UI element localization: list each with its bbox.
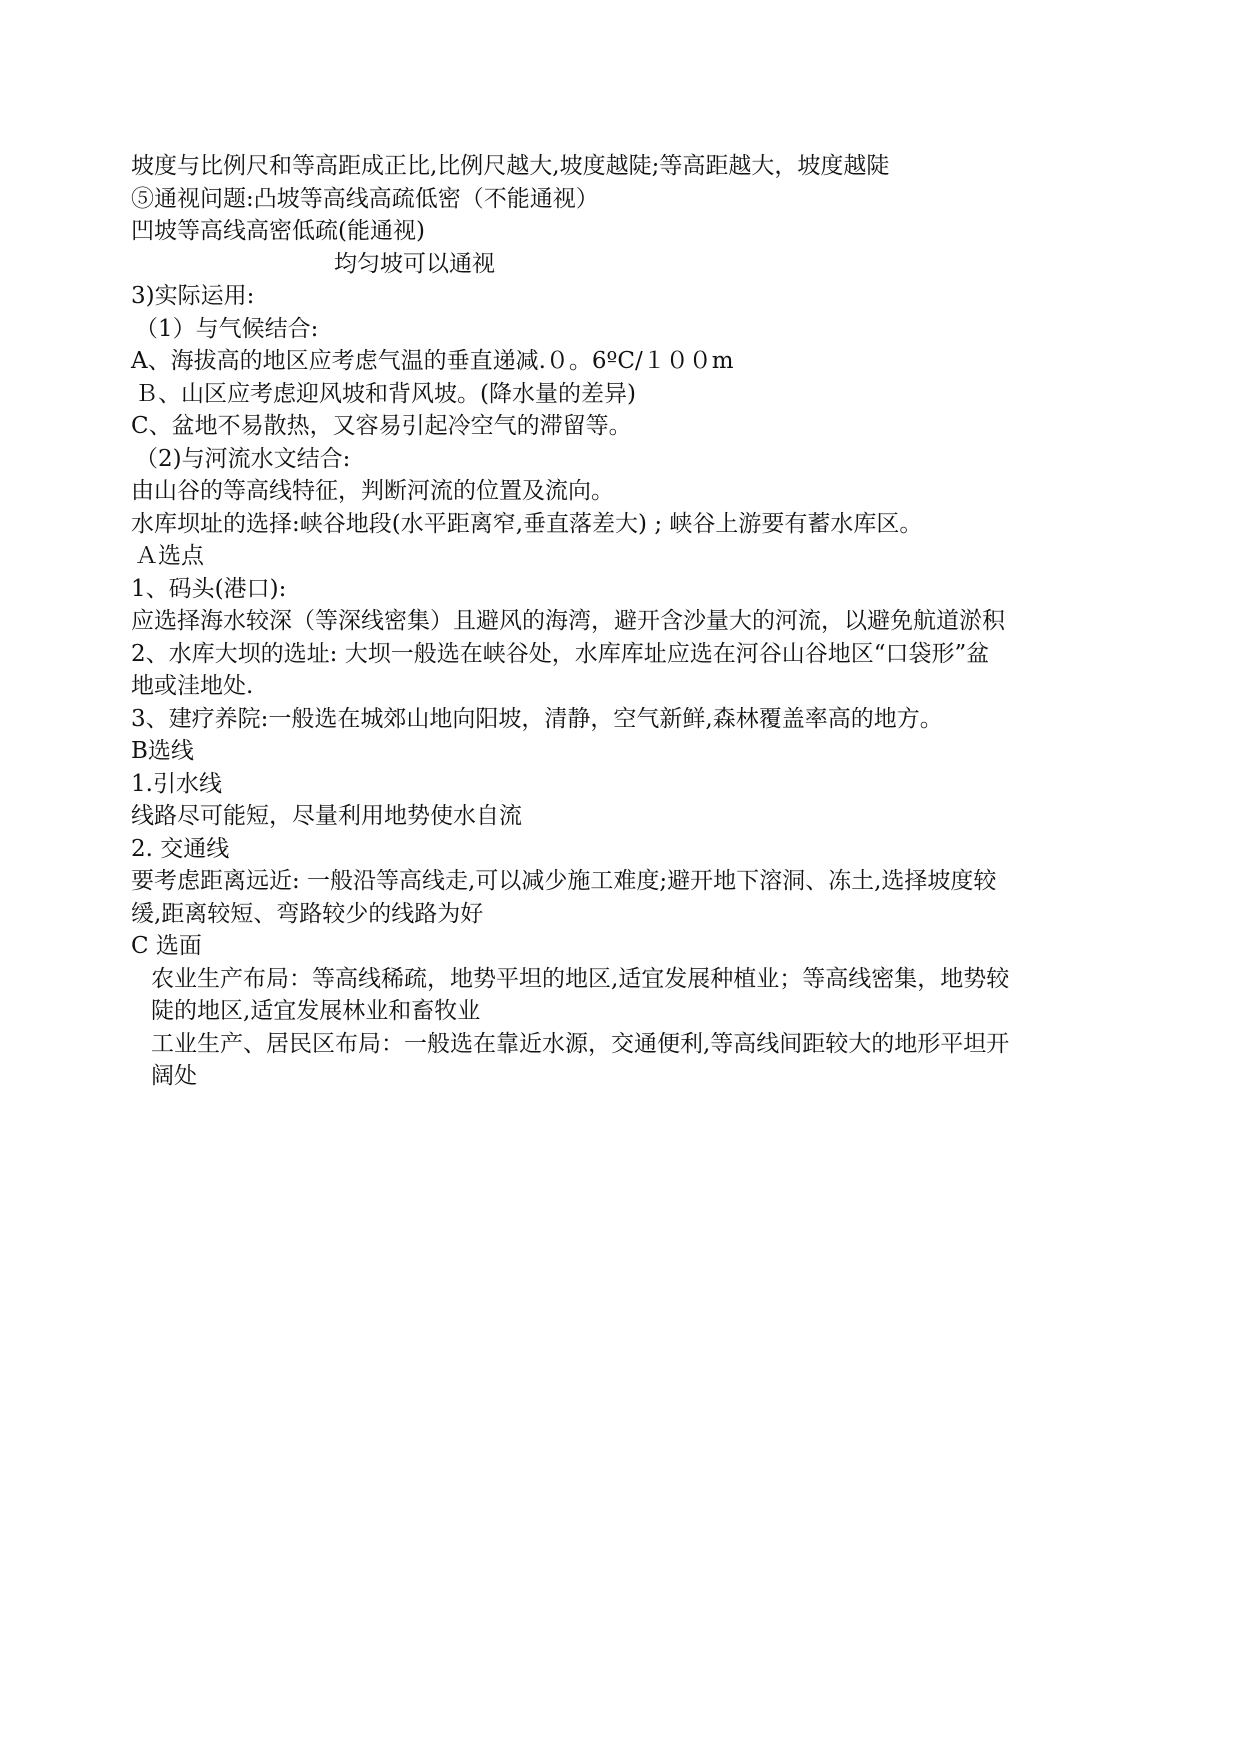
text-line: A、海拔高的地区应考虑气温的垂直递减.０。6ºC/１００m — [131, 348, 734, 374]
text-line: 工业生产、居民区布局：一般选在靠近水源，交通便利,等高线间距较大的地形平坦开 — [151, 1030, 1010, 1057]
text-line: 3、建疗养院:一般选在城郊山地向阳坡，清静，空气新鲜,森林覆盖率高的地方。 — [131, 705, 943, 732]
text-line: 地或洼地处. — [131, 673, 254, 699]
text-line: 1.引水线 — [131, 770, 222, 797]
text-line: 农业生产布局：等高线稀疏，地势平坦的地区,适宜发展种植业；等高线密集，地势较 — [151, 965, 1010, 992]
text-line: Ｂ、山区应考虑迎风坡和背风坡。(降水量的差异) — [135, 380, 636, 407]
subsection-heading: C 选面 — [131, 933, 202, 959]
document-body — [131, 150, 1111, 1093]
text-line: 2. 交通线 — [131, 835, 230, 862]
text-line: ⑤通视问题:凸坡等高线高疏低密（不能通视） — [131, 185, 599, 212]
text-line: 要考虑距离远近: 一般沿等高线走,可以减少施工难度;避开地下溶洞、冻土,选择坡度较 — [131, 868, 997, 894]
text-line: 1、码头(港口): — [131, 575, 287, 602]
text-line: 缓,距离较短、弯路较少的线路为好 — [131, 900, 484, 927]
text-line: 水库坝址的选择:峡谷地段(水平距离窄,垂直落差大) ; 峡谷上游要有蓄水库区。 — [131, 510, 923, 537]
text-line: 坡度与比例尺和等高距成正比,比例尺越大,坡度越陡;等高距越大，坡度越陡 — [131, 153, 890, 179]
text-line: 阔处 — [151, 1063, 197, 1089]
subsection-heading: （1）与气候结合: — [135, 315, 319, 342]
text-line: 应选择海水较深（等深线密集）且避风的海湾，避开含沙量大的河流，以避免航道淤积 — [131, 608, 1005, 634]
text-line: 由山谷的等高线特征，判断河流的位置及流向。 — [131, 478, 614, 504]
text-line: 线路尽可能短，尽量利用地势使水自流 — [131, 803, 522, 829]
text-line: 陡的地区,适宜发展林业和畜牧业 — [151, 998, 481, 1024]
text-line: 2、水库大坝的选址: 大坝一般选在峡谷处，水库库址应选在河谷山谷地区“口袋形”盆 — [131, 640, 990, 667]
subsection-heading: B选线 — [131, 738, 194, 764]
text-line: 均匀坡可以通视 — [334, 250, 495, 277]
subsection-heading: Ａ选点 — [135, 543, 204, 569]
text-line: C、盆地不易散热，又容易引起冷空气的滞留等。 — [131, 413, 632, 439]
text-line: 凹坡等高线高密低疏(能通视) — [131, 218, 425, 244]
section-heading: 3)实际运用: — [131, 283, 255, 309]
subsection-heading: （2)与河流水文结合: — [135, 445, 351, 472]
